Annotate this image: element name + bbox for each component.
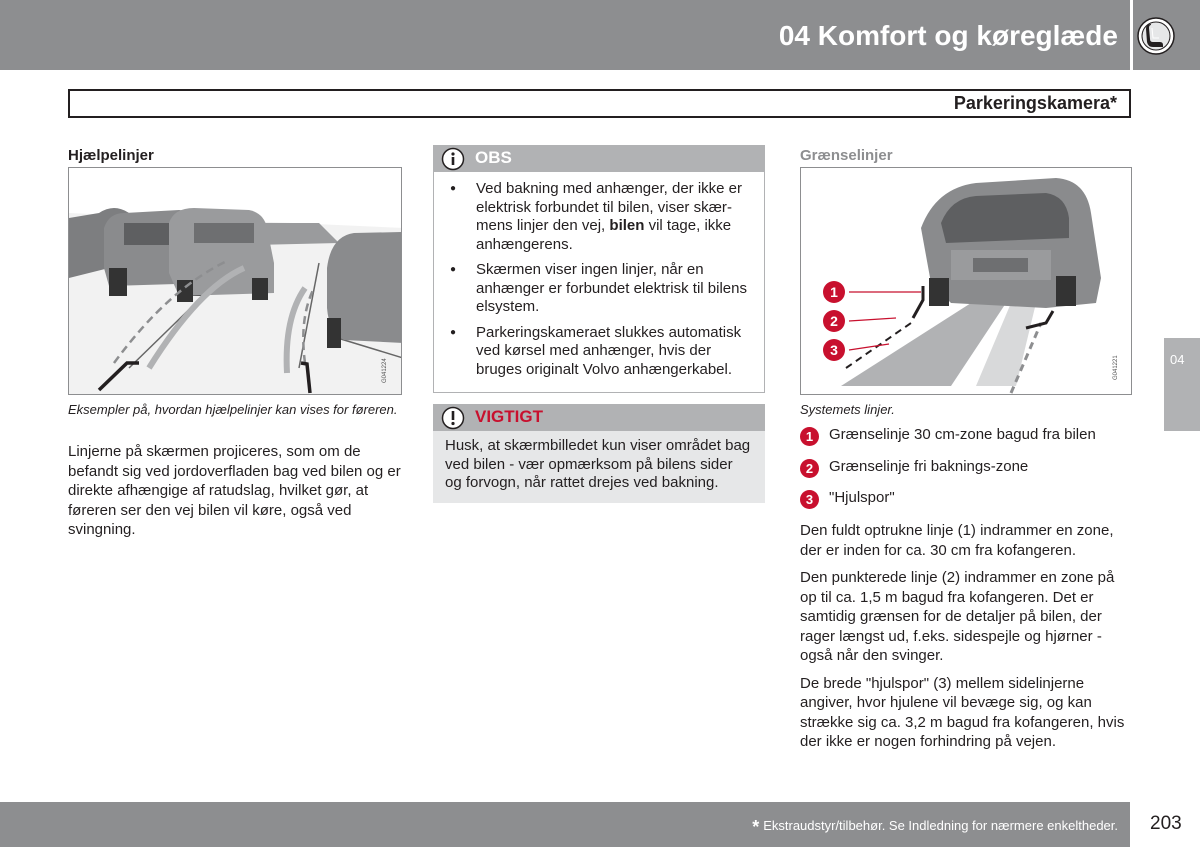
obs-bullet-3: ● Parkeringskameraet slukkes automatisk ved kørsel med anhænger, hvis der bruges originalt Volvo anhængerkabel.	[448, 324, 754, 380]
legend-label: "Hjulspor"	[829, 489, 895, 506]
right-paragraph-2: Den punkterede linje (2) indrammer en zone på op til ca. 1,5 m bagud fra kofangeren. Det er samtidig grænsen for de detaljer på bilen, der rager længst ud, f.eks. sidespejle og hjørner - også når den svinger.	[800, 569, 1115, 664]
footer-note	[752, 817, 1118, 838]
left-heading: Hjælpelinjer	[68, 147, 154, 164]
legend-num: 2	[800, 459, 819, 478]
footer-text: Ekstraudstyr/tilbehør. Se Indledning for nærmere enkeltheder.	[763, 818, 1118, 833]
obs-note	[433, 145, 765, 393]
warning-icon	[441, 406, 465, 430]
guide-lines-illustration	[68, 167, 402, 395]
obs-label: OBS	[475, 148, 512, 167]
vigtigt-text: Husk, at skærmbilledet kun viser området bag ved bilen - vær opmærksom på bilens sider og forvogn, når rattet drejes ved bakning.	[433, 431, 765, 503]
footer-star: *	[752, 817, 760, 837]
section-title: Parkeringskamera*	[953, 93, 1117, 113]
legend-num: 3	[800, 490, 819, 509]
left-paragraph: Linjerne på skærmen projiceres, som om de befandt sig ved jordoverfladen bag ved bilen og er direkte afhængige af ratudslag, hvilket gør, at føreren ser den vej bilen vil køre, også ved svingning.	[68, 443, 401, 538]
vigtigt-label: VIGTIGT	[475, 407, 543, 426]
boundary-lines-illustration	[800, 167, 1132, 395]
guide-lines-drawing	[69, 168, 402, 395]
obs-body	[433, 172, 765, 393]
image-code: G041224	[382, 358, 388, 383]
marker-1: 1	[830, 284, 838, 300]
obs-bullet-1: ● Ved bakning med anhænger, der ikke er elektrisk forbundet til bilen, viser skærmens linjer den vej, bilen vil tage, ikke anhængerens.	[448, 180, 754, 254]
vigtigt-note	[433, 404, 765, 503]
legend-num: 1	[800, 427, 819, 446]
right-text	[800, 521, 1135, 760]
page-number: 203	[1150, 813, 1182, 834]
legend-label: Grænselinje fri baknings-zone	[829, 458, 1029, 475]
image-code: G041221	[1113, 355, 1119, 380]
chapter-tab-label: 04	[1170, 352, 1185, 367]
right-heading: Grænselinjer	[800, 147, 893, 164]
vigtigt-header	[433, 404, 765, 431]
section-title-box	[68, 89, 1131, 118]
boundary-lines-drawing	[801, 168, 1132, 395]
info-icon	[441, 147, 465, 171]
seat-icon	[1137, 17, 1175, 55]
right-paragraph-1: Den fuldt optrukne linje (1) indrammer en zone, der er inden for ca. 30 cm fra kofangeren.	[800, 522, 1114, 559]
chapter-title: 04 Komfort og køreglæde	[778, 20, 1118, 51]
legend-label: Grænselinje 30 cm-zone bagud fra bilen	[829, 426, 1096, 443]
left-caption: Eksempler på, hvordan hjælpelinjer kan vises for føreren.	[68, 402, 398, 417]
obs-bullet-2: ● Skærmen viser ingen linjer, når en anhænger er forbundet elektrisk til bilens elsystem.	[448, 261, 754, 317]
marker-3: 3	[830, 342, 838, 358]
obs-header	[433, 145, 765, 172]
right-caption: Systemets linjer.	[800, 402, 895, 417]
right-paragraph-3: De brede "hjulspor" (3) mellem sidelinjerne angiver, hvor hjulene vil bevæge sig, og kan strække sig ca. 3,2 m bagud fra kofangeren, hvis der ikke er nogen forhindring på vejen.	[800, 674, 1125, 750]
marker-2: 2	[830, 313, 838, 329]
